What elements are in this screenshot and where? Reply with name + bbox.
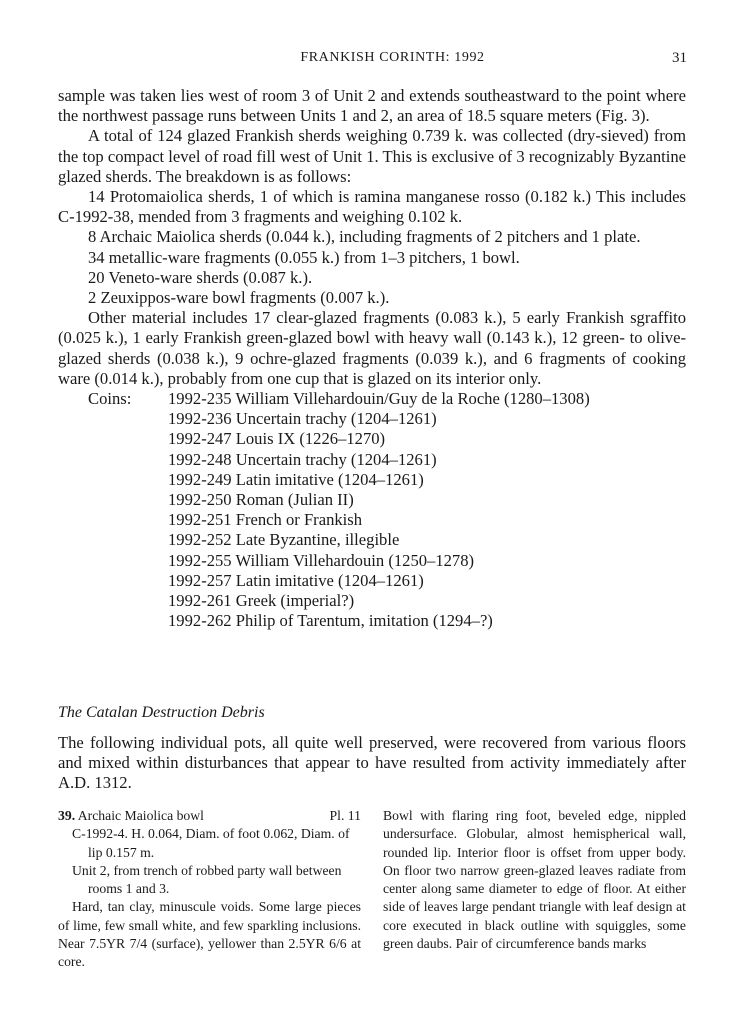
catalog-number: 39. xyxy=(58,808,76,823)
coin-entry: 1992-235 William Villehardouin/Guy de la Roche (1280–1308) xyxy=(168,389,590,409)
page-number: 31 xyxy=(672,50,687,66)
coin-entry: 1992-262 Philip of Tarentum, imitation (1294–?) xyxy=(168,611,493,631)
catalog-entry xyxy=(58,807,686,972)
catalog-name: Archaic Maiolica bowl xyxy=(77,808,204,823)
section-heading: The Catalan Destruction Debris xyxy=(58,704,265,721)
paragraph-glazed-sherds: A total of 124 glazed Frankish sherds weighing 0.739 k. was collected (dry-sieved) from the top compact level of road fill west of Unit 1. This is exclusive of 3 recognizably Byzantine glazed sherds. The breakdown is as follows: xyxy=(58,126,686,186)
coin-entry: 1992-257 Latin imitative (1204–1261) xyxy=(168,570,424,590)
catalog-findspot: Unit 2, from trench of robbed party wall between rooms 1 and 3. xyxy=(72,862,342,897)
coin-entry: 1992-251 French or Frankish xyxy=(168,510,363,530)
breakdown-item-archaic-maiolica: 8 Archaic Maiolica sherds (0.044 k.), including fragments of 2 pitchers and 1 plate. xyxy=(88,227,641,247)
coins-list-block xyxy=(88,389,686,631)
catalog-fabric: Hard, tan clay, minuscule voids. Some large pieces of lime, few small white, and few sparkling inclusions. Near 7.5YR 7/4 (surface), yellower than 2.5YR 6/6 at core. xyxy=(58,899,361,970)
catalog-right-column xyxy=(383,807,686,972)
breakdown-item-metallic-ware: 34 metallic-ware fragments (0.055 k.) from 1–3 pitchers, 1 bowl. xyxy=(88,247,520,267)
coin-entry: 1992-261 Greek (imperial?) xyxy=(168,591,355,611)
coin-entry: 1992-250 Roman (Julian II) xyxy=(168,490,354,510)
catalog-inventory: C-1992-4. H. 0.064, Diam. of foot 0.062, Diam. of lip 0.157 m. xyxy=(72,826,350,860)
coins-label: Coins: xyxy=(88,389,132,409)
era-abbreviation: A.D. xyxy=(58,773,91,793)
paragraph-other-material: Other material includes 17 clear-glazed fragments (0.083 k.), 5 early Frankish sgraffito (0.025 k.), 1 early Frankish green-glazed bowl with heavy wall (0.143 k.), 12 green- to olive-glazed sherds (0.038 k.), 9 ochre-glazed fragments (0.039 k.), and 6 fragments of cooking ware (0.014 k.), probably from one cup that is glazed on its interior only. xyxy=(58,308,686,388)
paragraph-continuation: sample was taken lies west of room 3 of Unit 2 and extends southeastward to the point where the northwest passage runs between Units 1 and 2, an area of 18.5 square meters (Fig. 3). xyxy=(58,86,686,126)
running-head xyxy=(58,50,687,72)
running-title: FRANKISH CORINTH: 1992 xyxy=(300,50,485,65)
section-intro-date: 1312. xyxy=(90,773,132,793)
coin-entry: 1992-248 Uncertain trachy (1204–1261) xyxy=(168,449,437,469)
coin-entry: 1992-249 Latin imitative (1204–1261) xyxy=(168,469,424,489)
coin-entry: 1992-236 Uncertain trachy (1204–1261) xyxy=(168,409,437,429)
section-intro xyxy=(58,733,686,794)
catalog-heading xyxy=(58,807,361,825)
body-text xyxy=(58,86,686,631)
breakdown-item-zeuxippos-ware: 2 Zeuxippos-ware bowl fragments (0.007 k.). xyxy=(88,288,390,308)
catalog-left-column xyxy=(58,807,361,972)
coin-entry: 1992-255 William Villehardouin (1250–1278) xyxy=(168,550,475,570)
section-intro-text: The following individual pots, all quite well preserved, were recovered from various floors and mixed within disturbances that appear to have resulted from activity immediately after xyxy=(58,733,686,773)
catalog-plate: Pl. 11 xyxy=(329,808,361,823)
coin-entry: 1992-247 Louis IX (1226–1270) xyxy=(168,429,386,449)
breakdown-item-protomaiolica: 14 Protomaiolica sherds, 1 of which is ramina manganese rosso (0.182 k.) This includes C-1992-38, mended from 3 fragments and weighing 0.102 k. xyxy=(58,187,686,227)
catalog-description: Bowl with flaring ring foot, beveled edge, nippled undersurface. Globular, almost hemispherical wall, rounded lip. Interior floor is offset from upper body. On floor two narrow green-glazed leaves radiate from center along same diameter to edge of floor. At either side of leaves large pendant triangle with leaf design at core executed in black outline with squiggles, some green daubs. Pair of circumference bands marks xyxy=(383,808,686,952)
breakdown-item-veneto-ware: 20 Veneto-ware sherds (0.087 k.). xyxy=(88,267,313,287)
coin-entry: 1992-252 Late Byzantine, illegible xyxy=(168,530,400,550)
coins-list xyxy=(168,389,590,631)
